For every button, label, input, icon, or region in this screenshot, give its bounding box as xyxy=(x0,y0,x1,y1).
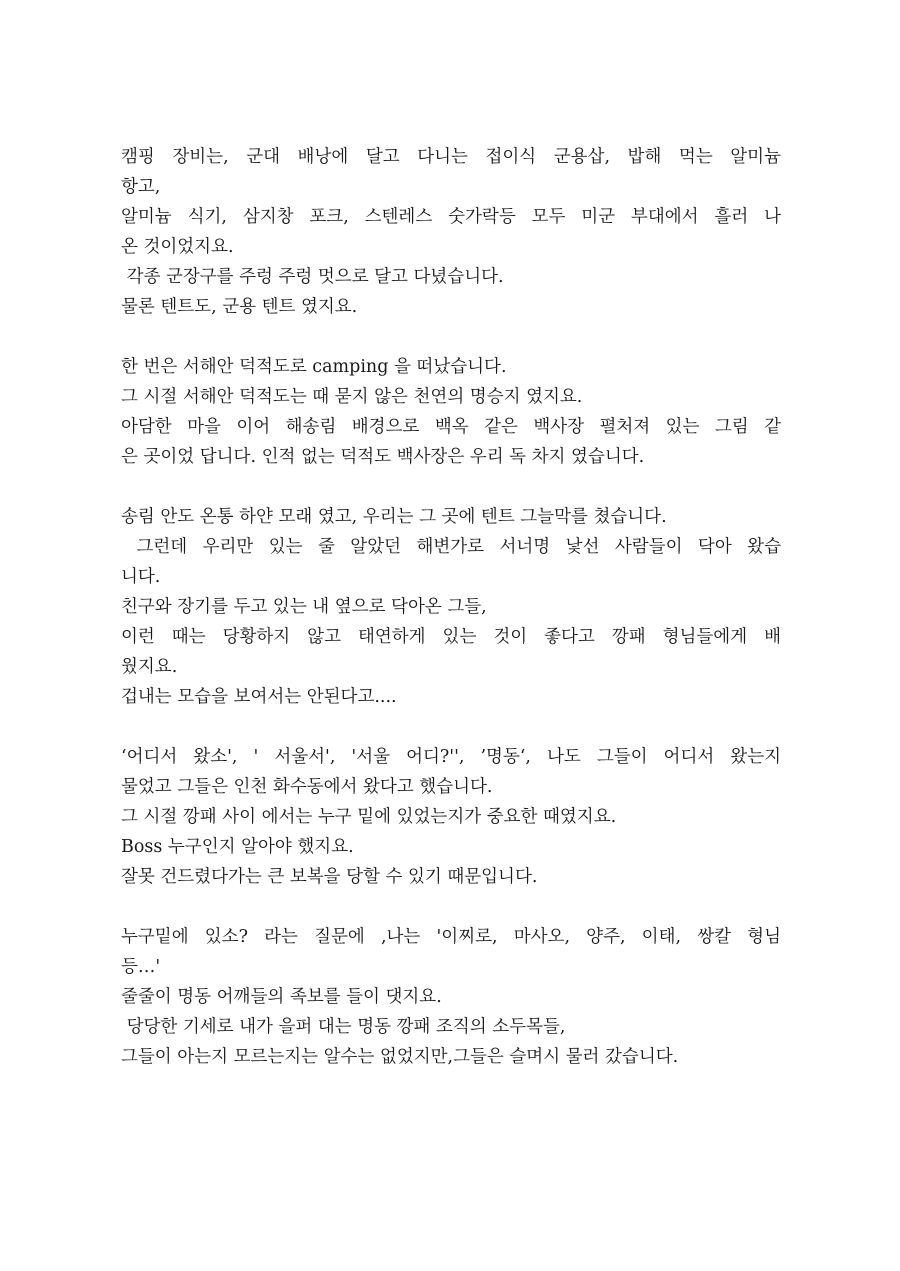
paragraph-4 xyxy=(121,742,781,892)
text-line: 누구밑에 있소? 라는 질문에 ,나는 '이찌로, 마사오, 양주, 이태, 쌍칼 형님 xyxy=(121,927,781,947)
paragraph-5 xyxy=(121,922,781,1072)
paragraph-1 xyxy=(121,142,781,322)
text-line: 잘못 건드렸다가는 큰 보복을 당할 수 있기 때문입니다. xyxy=(121,867,538,887)
text-line: 니다. xyxy=(121,567,161,587)
text-line: ‘어디서 왔소', ' 서울서', '서울 어디?'', ’명동‘, 나도 그들이 어디서 왔는지 xyxy=(121,747,781,767)
text-line: 등…' xyxy=(121,957,161,977)
text-line: 항고, xyxy=(121,177,161,197)
text-line: 캠핑 장비는, 군대 배낭에 달고 다니는 접이식 군용삽, 밥해 먹는 알미늄 xyxy=(121,147,781,167)
text-line: 물었고 그들은 인천 화수동에서 왔다고 했습니다. xyxy=(121,777,493,797)
text-line: 물론 텐트도, 군용 텐트 였지요. xyxy=(121,297,358,317)
text-line: 줄줄이 명동 어깨들의 족보를 들이 댓지요. xyxy=(121,987,442,1007)
text-line: 온 것이었지요. xyxy=(121,237,234,257)
text-line: 웠지요. xyxy=(121,657,178,677)
text-line: 그 시절 깡패 사이 에서는 누구 밑에 있었는지가 중요한 때였지요. xyxy=(121,807,617,827)
text-line: 아담한 마을 이어 해송림 배경으로 백옥 같은 백사장 펼처져 있는 그림 같 xyxy=(121,417,781,437)
text-line: 그 시절 서해안 덕적도는 때 묻지 않은 천연의 명승지 였지요. xyxy=(121,387,583,407)
text-line: 한 번은 서해안 덕적도로 camping 을 떠났습니다. xyxy=(121,357,507,377)
text-line: 친구와 장기를 두고 있는 내 옆으로 닥아온 그들, xyxy=(121,597,487,617)
text-line: 그런데 우리만 있는 줄 알았던 해변가로 서너명 낯선 사람들이 닥아 왔습 xyxy=(121,537,781,557)
text-line: 알미늄 식기, 삼지창 포크, 스텐레스 숫가락등 모두 미군 부대에서 흘러 나 xyxy=(121,207,781,227)
text-line: Boss 누구인지 알아야 했지요. xyxy=(121,837,354,857)
text-line: 겁내는 모습을 보여서는 안된다고.... xyxy=(121,687,397,707)
text-line: 각종 군장구를 주렁 주렁 멋으로 달고 다녔습니다. xyxy=(121,267,504,287)
paragraph-2 xyxy=(121,352,781,472)
document-body xyxy=(121,142,781,1102)
text-line: 송림 안도 온통 하얀 모래 였고, 우리는 그 곳에 텐트 그늘막를 쳤습니다. xyxy=(121,507,667,527)
text-line: 그들이 아는지 모르는지는 알수는 없었지만,그들은 슬며시 물러 갔습니다. xyxy=(121,1047,679,1067)
text-line: 당당한 기세로 내가 을퍼 대는 명동 깡패 조직의 소두목들, xyxy=(121,1017,566,1037)
text-line: 이런 때는 당황하지 않고 태연하게 있는 것이 좋다고 깡패 형님들에게 배 xyxy=(121,627,781,647)
paragraph-3 xyxy=(121,502,781,712)
text-line: 은 곳이었 답니다. 인적 없는 덕적도 백사장은 우리 독 차지 였습니다. xyxy=(121,447,645,467)
